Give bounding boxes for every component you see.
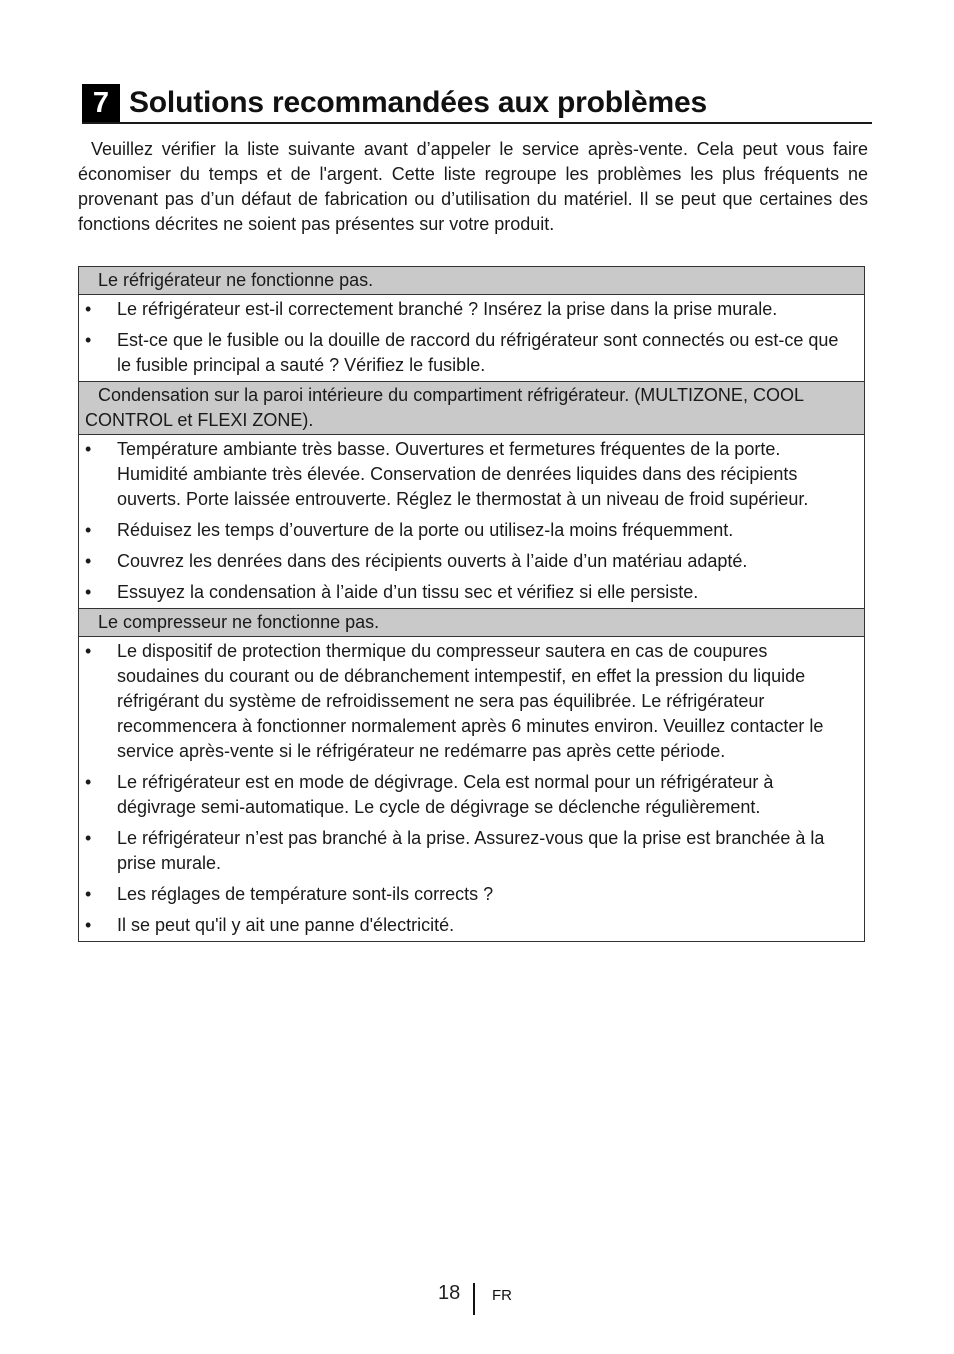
page-number: 18 (438, 1282, 461, 1304)
list-item (79, 327, 864, 378)
intro-paragraph: Veuillez vérifier la liste suivante avant d’appeler le service après-vente. Cela peut vous faire économiser du temps et de l'argent. Cette liste regroupe les problèmes les plus fréquents ne provenant pas d’un défaut de fabrication ou d’utilisation du matériel. Il se peut que certaines des fonctions décrites ne soient pas présentes sur votre produit. (78, 139, 868, 234)
language-code: FR (492, 1287, 512, 1304)
list-item-text: Les réglages de température sont-ils corrects ? (117, 884, 494, 904)
list-item (79, 769, 864, 825)
bullet-icon: • (85, 551, 92, 571)
list-item-text: Il se peut qu'il y ait une panne d'électricité. (117, 915, 455, 935)
list-item (79, 436, 864, 517)
bullet-icon: • (85, 439, 92, 459)
list-item-text: Est-ce que le fusible ou la douille de raccord du réfrigérateur sont connectés ou est-ce que le fusible principal a sauté ? Vérifiez le fusible. (117, 330, 839, 375)
section-title: Solutions recommandées aux problèmes (129, 86, 707, 119)
list-item-text: Le réfrigérateur est-il correctement branché ? Insérez la prise dans la prise murale. (117, 299, 778, 319)
list-item (79, 825, 864, 881)
bullet-icon: • (85, 299, 92, 319)
list-item (79, 517, 864, 548)
solutions-compressor (79, 637, 864, 941)
list-item (79, 296, 864, 327)
bullet-icon: • (85, 828, 92, 848)
page-footer (0, 1280, 954, 1316)
problem-heading-condensation: Condensation sur la paroi intérieure du compartiment réfrigérateur. (MULTIZONE, COOL CONTROL et FLEXI ZONE). (79, 382, 864, 435)
bullet-icon: • (85, 520, 92, 540)
problem-heading-not-working: Le réfrigérateur ne fonctionne pas. (79, 267, 864, 295)
footer-divider (473, 1283, 475, 1315)
section-heading (82, 83, 872, 124)
bullet-icon: • (85, 915, 92, 935)
problem-heading-compressor: Le compresseur ne fonctionne pas. (79, 609, 864, 637)
list-item (79, 548, 864, 579)
list-item (79, 579, 864, 605)
solutions-not-working (79, 295, 864, 382)
bullet-icon: • (85, 582, 92, 602)
list-item-text: Couvrez les denrées dans des récipients ouverts à l’aide d’un matériau adapté. (117, 551, 748, 571)
troubleshooting-table (78, 266, 865, 942)
list-item-text: Réduisez les temps d’ouverture de la porte ou utilisez-la moins fréquemment. (117, 520, 734, 540)
section-number-badge: 7 (82, 84, 120, 122)
list-item-text: Le dispositif de protection thermique du compresseur sautera en cas de coupures soudaines du courant ou de débranchement intempestif, en effet la pression du liquide réfrigérant du système de refroidissement ne sera pas équilibrée. Le réfrigérateur recommencera à fonctionner normalement après 6 minutes environ. Veuillez contacter le service après-vente si le réfrigérateur ne redémarre pas après cette période. (117, 641, 824, 761)
list-item-text: Essuyez la condensation à l’aide d’un tissu sec et vérifiez si elle persiste. (117, 582, 699, 602)
bullet-icon: • (85, 641, 92, 661)
list-item (79, 881, 864, 912)
solutions-condensation (79, 435, 864, 609)
list-item-text: Le réfrigérateur n’est pas branché à la prise. Assurez-vous que la prise est branchée à la prise murale. (117, 828, 825, 873)
bullet-icon: • (85, 330, 92, 350)
list-item (79, 912, 864, 938)
list-item (79, 638, 864, 769)
list-item-text: Le réfrigérateur est en mode de dégivrage. Cela est normal pour un réfrigérateur à dégivrage semi-automatique. Le cycle de dégivrage se déclenche régulièrement. (117, 772, 774, 817)
bullet-icon: • (85, 884, 92, 904)
bullet-icon: • (85, 772, 92, 792)
list-item-text: Température ambiante très basse. Ouvertures et fermetures fréquentes de la porte. Humidité ambiante très élevée. Conservation de denrées liquides dans des récipients ouverts. Porte laissée entrouverte. Réglez le thermostat à un niveau de froid supérieur. (117, 439, 809, 509)
